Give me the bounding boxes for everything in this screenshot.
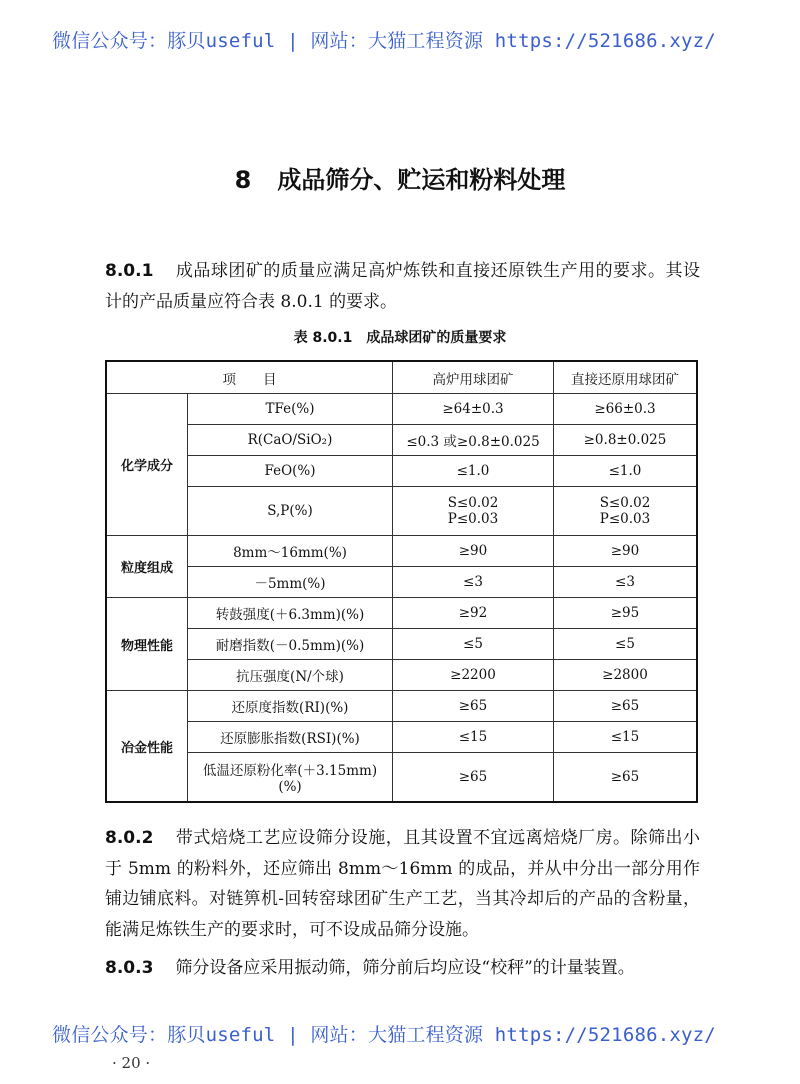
clause-number: 8.0.1 <box>105 261 154 281</box>
direct-reduction-cell-text: ≥66±0.3 <box>594 401 656 417</box>
direct-reduction-cell <box>554 722 698 753</box>
item-cell-text: 低温还原粉化率(＋3.15mm) <box>202 763 378 779</box>
item-cell-text: FeO(%) <box>264 463 316 479</box>
item-cell-text: TFe(%) <box>265 401 315 417</box>
item-cell-text: 还原膨胀指数(RSI)(%) <box>220 731 360 747</box>
clause-text: 带式焙烧工艺应设筛分设施，且其设置不宜远离焙烧厂房。除筛出小于 5mm 的粉料外，还应筛出 8mm～16mm 的成品，并从中分出一部分用作铺边铺底料。对链箅机-回转窑球团矿生产工艺，当其冷却后的产品的含粉量，能满足炼铁生产的要求时，可不设成品筛分设施。 <box>105 828 700 940</box>
table-row <box>106 425 697 456</box>
direct-reduction-cell-text: ≤15 <box>610 729 640 745</box>
direct-reduction-cell <box>554 487 698 536</box>
direct-reduction-cell-text: ≤1.0 <box>608 463 642 479</box>
item-cell <box>188 629 393 660</box>
blast-furnace-cell <box>393 487 554 536</box>
item-cell-text: 8mm～16mm(%) <box>233 545 347 561</box>
table-caption: 表 8.0.1 成品球团矿的质量要求 <box>293 330 507 346</box>
table-row <box>106 753 697 803</box>
blast-furnace-cell-text: ≤1.0 <box>456 463 490 479</box>
item-cell-text-2: (%) <box>278 779 302 795</box>
group-label: 粒度组成 <box>106 536 188 598</box>
clause-number: 8.0.2 <box>105 828 154 848</box>
blast-furnace-cell-text: ≤0.3 或≥0.8±0.025 <box>406 434 540 450</box>
item-cell <box>188 753 393 803</box>
blast-furnace-cell <box>393 536 554 567</box>
direct-reduction-cell-text: ≥2800 <box>602 667 648 683</box>
item-cell <box>188 660 393 691</box>
item-cell <box>188 456 393 487</box>
lower-clauses <box>105 823 700 984</box>
direct-reduction-cell-text: ≤5 <box>615 636 635 652</box>
direct-reduction-cell-text: ≥90 <box>610 543 640 559</box>
direct-reduction-cell <box>554 425 698 456</box>
blast-furnace-cell <box>393 567 554 598</box>
group-label: 化学成分 <box>106 394 188 536</box>
blast-furnace-cell-text-2: P≤0.03 <box>447 511 499 527</box>
blast-furnace-cell-text: ≥65 <box>458 769 488 785</box>
blast-furnace-cell-text: ≥90 <box>458 543 488 559</box>
blast-furnace-cell-text: ≤3 <box>463 574 483 590</box>
blast-furnace-cell-text: S≤0.02 <box>447 495 499 511</box>
direct-reduction-cell-text: ≥0.8±0.025 <box>583 432 667 448</box>
clause-8-0-2 <box>105 823 700 945</box>
page-number: · 20 · <box>112 1054 151 1072</box>
table-row <box>106 660 697 691</box>
item-cell-text: 还原度指数(RI)(%) <box>231 700 349 716</box>
blast-furnace-cell-text: ≥2200 <box>450 667 496 683</box>
clause-text: 筛分设备应采用振动筛，筛分前后均应设“校秤”的计量装置。 <box>175 958 635 978</box>
direct-reduction-cell <box>554 456 698 487</box>
chapter-title-text: 成品筛分、贮运和粉料处理 <box>277 166 566 194</box>
item-cell <box>188 722 393 753</box>
clause-8-0-3 <box>105 953 700 984</box>
table-header-row <box>106 361 697 394</box>
blast-furnace-cell <box>393 691 554 722</box>
direct-reduction-cell-text: ≤3 <box>615 574 635 590</box>
table-row <box>106 456 697 487</box>
chapter-title <box>0 160 800 195</box>
direct-reduction-cell-text: S≤0.02 <box>599 495 651 511</box>
chapter-number: 8 <box>234 166 252 194</box>
header-item: 项 目 <box>106 361 393 394</box>
item-cell-text: S,P(%) <box>267 503 313 519</box>
header-blast-furnace: 高炉用球团矿 <box>393 361 554 394</box>
direct-reduction-cell-text: ≥65 <box>610 698 640 714</box>
clause-number: 8.0.3 <box>105 958 154 978</box>
item-cell <box>188 487 393 536</box>
group-label: 冶金性能 <box>106 691 188 803</box>
table-row <box>106 567 697 598</box>
direct-reduction-cell <box>554 598 698 629</box>
blast-furnace-cell <box>393 629 554 660</box>
table-row <box>106 691 697 722</box>
blast-furnace-cell-text: ≥65 <box>458 698 488 714</box>
blast-furnace-cell <box>393 598 554 629</box>
direct-reduction-cell <box>554 394 698 425</box>
watermark-bottom: 微信公众号：豚贝useful | 网站：大猫工程资源 https://521686.xyz/ <box>52 1024 716 1046</box>
item-cell-text: 抗压强度(N/个球) <box>236 669 344 685</box>
item-cell-text: 转鼓强度(＋6.3mm)(%) <box>215 607 365 623</box>
blast-furnace-cell-text: ≥64±0.3 <box>442 401 504 417</box>
table-row <box>106 487 697 536</box>
direct-reduction-cell <box>554 536 698 567</box>
direct-reduction-cell-text: ≥95 <box>610 605 640 621</box>
table-row <box>106 536 697 567</box>
blast-furnace-cell <box>393 753 554 803</box>
quality-table <box>105 360 698 803</box>
item-cell <box>188 691 393 722</box>
direct-reduction-cell-text-2: P≤0.03 <box>599 511 651 527</box>
item-cell-text: 耐磨指数(－0.5mm)(%) <box>215 638 365 654</box>
blast-furnace-cell <box>393 425 554 456</box>
header-direct-reduction: 直接还原用球团矿 <box>554 361 698 394</box>
direct-reduction-cell <box>554 753 698 803</box>
clause-text: 成品球团矿的质量应满足高炉炼铁和直接还原铁生产用的要求。其设计的产品质量应符合表 8.0.1 的要求。 <box>105 261 700 312</box>
direct-reduction-cell <box>554 629 698 660</box>
item-cell <box>188 425 393 456</box>
item-cell <box>188 394 393 425</box>
blast-furnace-cell-text: ≤15 <box>458 729 488 745</box>
table-row <box>106 394 697 425</box>
blast-furnace-cell <box>393 722 554 753</box>
direct-reduction-cell <box>554 691 698 722</box>
item-cell-text: R(CaO/SiO₂) <box>247 432 333 448</box>
table-row <box>106 722 697 753</box>
blast-furnace-cell <box>393 660 554 691</box>
clause-8-0-1 <box>105 256 700 317</box>
direct-reduction-cell <box>554 567 698 598</box>
watermark-top: 微信公众号：豚贝useful | 网站：大猫工程资源 https://521686.xyz/ <box>52 30 716 52</box>
item-cell <box>188 567 393 598</box>
blast-furnace-cell <box>393 456 554 487</box>
table-row <box>106 598 697 629</box>
blast-furnace-cell-text: ≥92 <box>458 605 488 621</box>
direct-reduction-cell-text: ≥65 <box>610 769 640 785</box>
direct-reduction-cell <box>554 660 698 691</box>
item-cell <box>188 598 393 629</box>
blast-furnace-cell <box>393 394 554 425</box>
item-cell <box>188 536 393 567</box>
item-cell-text: －5mm(%) <box>254 576 326 592</box>
group-label: 物理性能 <box>106 598 188 691</box>
table-row <box>106 629 697 660</box>
blast-furnace-cell-text: ≤5 <box>463 636 483 652</box>
